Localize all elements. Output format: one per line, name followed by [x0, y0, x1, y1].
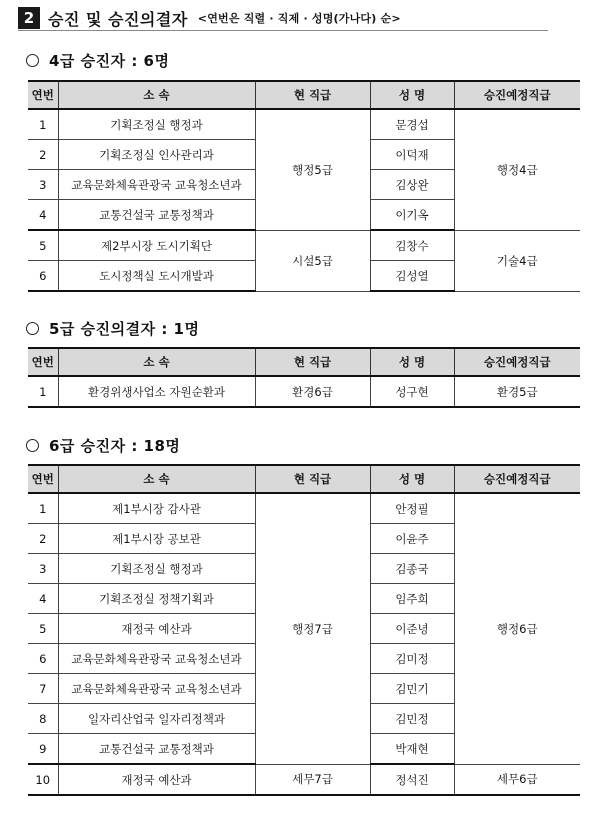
cell-name: 문경섭 [370, 109, 454, 140]
cell-target: 세무6급 [454, 764, 580, 795]
table-row [28, 764, 580, 795]
cell-no: 1 [28, 109, 58, 140]
col-header-current: 현 직급 [255, 465, 370, 493]
table-header-row [28, 465, 580, 493]
cell-target: 기술4급 [454, 230, 580, 291]
cell-current: 환경6급 [255, 376, 370, 407]
subsection-5th-grade [26, 318, 199, 339]
cell-no: 3 [28, 554, 58, 584]
table-5th-grade [28, 347, 580, 408]
cell-dept: 환경위생사업소 자원순환과 [58, 376, 255, 407]
cell-no: 4 [28, 200, 58, 231]
cell-dept: 재정국 예산과 [58, 614, 255, 644]
cell-dept: 기획조정실 인사관리과 [58, 140, 255, 170]
circle-bullet-icon [26, 322, 39, 335]
section-title: 승진 및 승진의결자 [48, 9, 188, 29]
col-header-current: 현 직급 [255, 348, 370, 376]
cell-current: 행정7급 [255, 493, 370, 764]
col-header-name: 성 명 [370, 465, 454, 493]
cell-name: 김미정 [370, 644, 454, 674]
subsection-title: 6급 승진자 : 18명 [49, 437, 181, 455]
cell-dept: 교통건설국 교통정책과 [58, 200, 255, 231]
cell-name: 김상완 [370, 170, 454, 200]
cell-name: 성구현 [370, 376, 454, 407]
section-subtitle: <연번은 직렬 · 직제 · 성명(가나다) 순> [197, 12, 401, 25]
cell-dept: 기획조정실 정책기획과 [58, 584, 255, 614]
table-4th-grade [28, 80, 580, 292]
cell-no: 3 [28, 170, 58, 200]
cell-target: 행정4급 [454, 109, 580, 230]
cell-no: 2 [28, 140, 58, 170]
cell-name: 김창수 [370, 230, 454, 261]
col-header-name: 성 명 [370, 81, 454, 109]
table-row [28, 376, 580, 407]
cell-no: 2 [28, 524, 58, 554]
cell-name: 김종국 [370, 554, 454, 584]
col-header-no: 연번 [28, 348, 58, 376]
cell-dept: 재정국 예산과 [58, 764, 255, 795]
subsection-title: 5급 승진의결자 : 1명 [49, 320, 200, 338]
col-header-dept: 소 속 [58, 465, 255, 493]
cell-no: 5 [28, 230, 58, 261]
cell-no: 7 [28, 674, 58, 704]
cell-dept: 일자리산업국 일자리정책과 [58, 704, 255, 734]
cell-name: 김민정 [370, 704, 454, 734]
cell-current: 세무7급 [255, 764, 370, 795]
cell-no: 1 [28, 376, 58, 407]
table-header-row [28, 81, 580, 109]
cell-dept: 제1부시장 공보관 [58, 524, 255, 554]
subsection-4th-grade [26, 50, 170, 71]
cell-current: 시설5급 [255, 230, 370, 291]
col-header-target: 승진예정직급 [454, 465, 580, 493]
cell-name: 이윤주 [370, 524, 454, 554]
col-header-no: 연번 [28, 81, 58, 109]
section-number: 2 [18, 7, 40, 29]
table-6th-grade [28, 464, 580, 796]
table-row [28, 493, 580, 524]
cell-no: 6 [28, 261, 58, 292]
table-row [28, 230, 580, 261]
cell-name: 김성열 [370, 261, 454, 292]
cell-no: 1 [28, 493, 58, 524]
cell-no: 10 [28, 764, 58, 795]
table-header-row [28, 348, 580, 376]
cell-dept: 기획조정실 행정과 [58, 109, 255, 140]
col-header-current: 현 직급 [255, 81, 370, 109]
subsection-title: 4급 승진자 : 6명 [49, 52, 170, 70]
col-header-dept: 소 속 [58, 81, 255, 109]
cell-target: 행정6급 [454, 493, 580, 764]
cell-name: 이덕재 [370, 140, 454, 170]
table-row [28, 109, 580, 140]
cell-target: 환경5급 [454, 376, 580, 407]
cell-no: 5 [28, 614, 58, 644]
col-header-target: 승진예정직급 [454, 81, 580, 109]
col-header-no: 연번 [28, 465, 58, 493]
cell-dept: 교육문화체육관광국 교육청소년과 [58, 170, 255, 200]
cell-dept: 제1부시장 감사관 [58, 493, 255, 524]
cell-dept: 도시정책실 도시개발과 [58, 261, 255, 292]
col-header-target: 승진예정직급 [454, 348, 580, 376]
col-header-name: 성 명 [370, 348, 454, 376]
cell-name: 김민기 [370, 674, 454, 704]
subsection-6th-grade [26, 435, 180, 456]
cell-name: 박재현 [370, 734, 454, 765]
col-header-dept: 소 속 [58, 348, 255, 376]
cell-dept: 교통건설국 교통정책과 [58, 734, 255, 765]
cell-no: 8 [28, 704, 58, 734]
cell-current: 행정5급 [255, 109, 370, 230]
cell-name: 안정필 [370, 493, 454, 524]
cell-dept: 기획조정실 행정과 [58, 554, 255, 584]
circle-bullet-icon [26, 54, 39, 67]
cell-no: 6 [28, 644, 58, 674]
cell-name: 임주희 [370, 584, 454, 614]
cell-no: 9 [28, 734, 58, 765]
cell-name: 이준녕 [370, 614, 454, 644]
cell-dept: 교육문화체육관광국 교육청소년과 [58, 644, 255, 674]
cell-name: 정석진 [370, 764, 454, 795]
cell-dept: 제2부시장 도시기획단 [58, 230, 255, 261]
section-header [18, 6, 548, 31]
circle-bullet-icon [26, 439, 39, 452]
cell-name: 이기옥 [370, 200, 454, 231]
cell-dept: 교육문화체육관광국 교육청소년과 [58, 674, 255, 704]
cell-no: 4 [28, 584, 58, 614]
